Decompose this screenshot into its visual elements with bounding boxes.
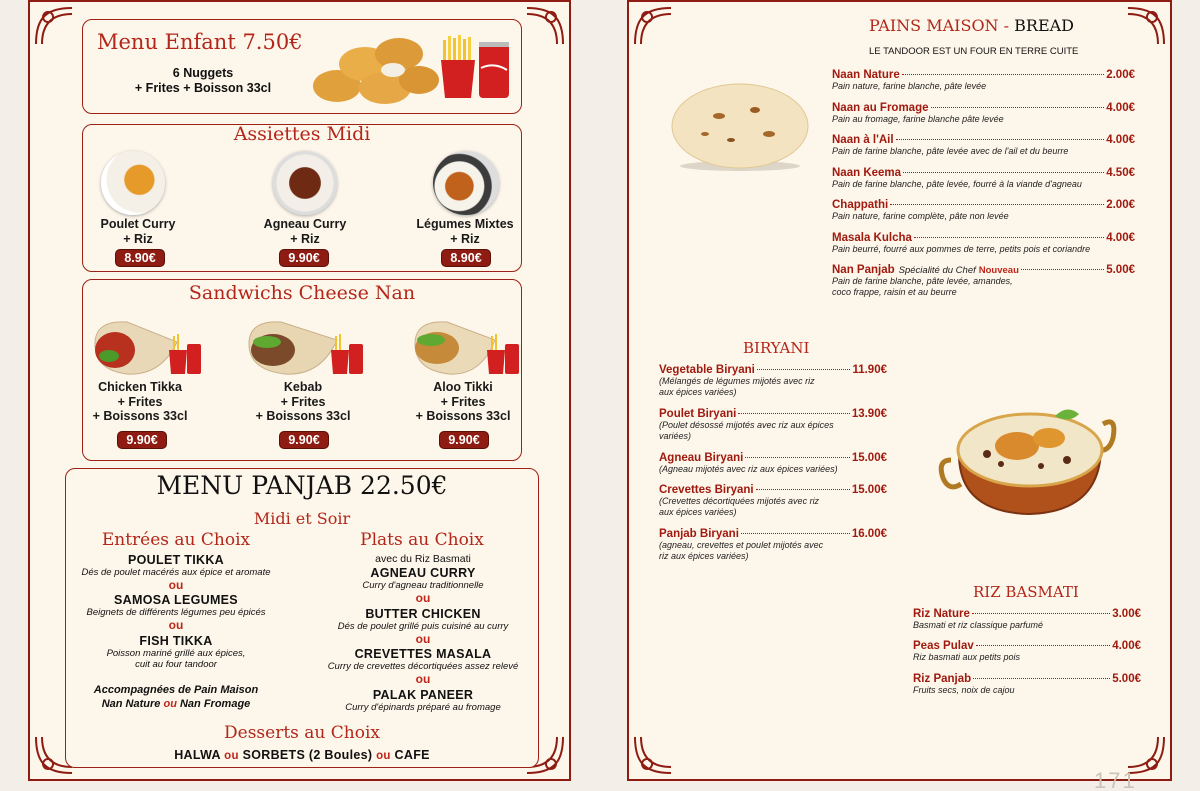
poulet-curry-image (101, 151, 165, 215)
rice-price: 5.00€ (1112, 673, 1141, 685)
assiette-sub: + Riz (450, 231, 480, 246)
dessert-item: SORBETS (2 Boules) (242, 748, 373, 762)
sandwich-price-badge: 9.90€ (279, 431, 329, 449)
chef-special-note: Spécialité du Chef (898, 265, 976, 276)
assiette-price-badge: 8.90€ (441, 249, 491, 267)
plat-desc: Curry d'agneau traditionnelle (362, 580, 484, 591)
sandwich-line2: + Frites (117, 394, 163, 409)
naan-bread-image (669, 80, 811, 172)
bread-name: Naan Nature (832, 69, 900, 81)
entree-item (66, 593, 286, 632)
nuggets-image (307, 26, 443, 110)
plat-desc: Curry de crevettes décortiquées assez relevé (327, 661, 519, 672)
bread-item (832, 264, 1135, 297)
entree-name: FISH TIKKA (139, 634, 213, 648)
assiette-name: Agneau Curry (263, 217, 347, 231)
bread-price: 5.00€ (1106, 264, 1135, 276)
entree-name: POULET TIKKA (128, 553, 224, 567)
entree-desc-2: cuit au four tandoor (135, 659, 217, 670)
bread-name: Nan Panjab (832, 264, 895, 276)
biryani-desc: (Mélangés de légumes mijotés avec riz (659, 376, 815, 386)
biryani-price: 11.90€ (852, 364, 887, 376)
bread-price: 4.50€ (1106, 167, 1135, 179)
sandwich-name: Chicken Tikka (98, 380, 182, 394)
biryani-name: Poulet Biryani (659, 408, 737, 420)
accompagnement-line1: Accompagnées de Pain Maison (93, 684, 259, 696)
bread-item (832, 69, 1135, 92)
bread-name: Chappathi (832, 199, 889, 211)
biryani-price: 16.00€ (851, 528, 887, 540)
nan-nature-option: Nan Nature (101, 698, 161, 710)
nouveau-badge: Nouveau (978, 265, 1019, 276)
sandwichs-title: Sandwichs Cheese Nan (188, 282, 416, 304)
ou-separator: ou (415, 591, 431, 605)
biryani-desc: (Agneau mijotés avec riz aux épices variées) (659, 464, 838, 474)
entree-desc: Dés de poulet macérés aux épice et aromate (81, 567, 271, 578)
accompagnement (66, 683, 286, 711)
entree-desc: Beignets de différents légumes peu épicés (86, 607, 266, 618)
assiette-name: Poulet Curry (100, 217, 176, 231)
aloo-tikki-wrap-image (411, 316, 521, 378)
desserts-title: Desserts au Choix (224, 723, 380, 743)
ou-separator: ou (168, 618, 184, 632)
bread-item (832, 199, 1135, 222)
sandwich-name: Kebab (283, 380, 323, 394)
bread-item (832, 134, 1135, 157)
menu-panjab-box (65, 468, 539, 768)
biryani-desc: (Poulet désossé mijotés avec riz aux épices (659, 420, 834, 430)
entrees-title: Entrées au Choix (101, 530, 251, 550)
menu-panjab-subtitle: Midi et Soir (253, 509, 351, 528)
rice-desc: Riz basmati aux petits pois (913, 652, 1021, 662)
kids-menu-box (82, 19, 522, 114)
rice-price: 4.00€ (1112, 640, 1141, 652)
bread-desc: Pain beurré, fourré aux pommes de terre, petits pois et coriandre (832, 244, 1091, 254)
corner-ornament-icon (32, 4, 76, 48)
biryani-name: Panjab Biryani (659, 528, 739, 540)
biryani-price: 15.00€ (851, 484, 887, 496)
ou-separator: ou (376, 750, 391, 762)
bread-desc: Pain au fromage, farine blanche pâte levée (832, 114, 1004, 124)
plats-title: Plats au Choix (360, 530, 484, 550)
plat-name: BUTTER CHICKEN (365, 607, 481, 621)
corner-ornament-icon (523, 4, 567, 48)
corner-ornament-icon (1124, 4, 1168, 48)
bread-desc: Pain de farine blanche, pâte levée, fourré à la viande d'agneau (832, 179, 1082, 189)
biryani-desc-2: riz aux épices variées) (659, 550, 749, 561)
biryani-bowl-image (937, 394, 1117, 524)
ou-separator: ou (163, 698, 177, 710)
assiette-name: Légumes Mixtes (416, 217, 514, 231)
legumes-mixtes-image (433, 151, 499, 215)
sandwich-line2: + Frites (440, 394, 486, 409)
sandwich-line3: + Boissons 33cl (255, 409, 351, 423)
bread-price: 4.00€ (1106, 232, 1135, 244)
assiette-sub: + Riz (123, 231, 153, 246)
kids-menu-title: Menu Enfant 7.50€ (97, 30, 303, 54)
rice-name: Riz Nature (913, 608, 970, 620)
sandwich-price-badge: 9.90€ (439, 431, 489, 449)
page-number: 171 (1094, 771, 1137, 791)
biryani-desc-2: variées) (659, 430, 692, 441)
biryani-price: 15.00€ (851, 452, 887, 464)
bread-item (832, 167, 1135, 190)
kebab-wrap-image (245, 316, 365, 378)
biryani-name: Vegetable Biryani (659, 364, 755, 376)
rice-item (913, 673, 1141, 696)
bread-price: 4.00€ (1106, 134, 1135, 146)
biryani-desc: (agneau, crevettes et poulet mijotés avec (659, 540, 824, 550)
plat-item (310, 566, 536, 605)
biryani-desc-2: aux épices variées) (659, 506, 737, 517)
kids-menu-line2: + Frites + Boisson 33cl (134, 81, 272, 95)
bread-desc: Pain de farine blanche, pâte levée avec de l'ail et du beurre (832, 146, 1069, 156)
entree-item (66, 553, 286, 592)
dessert-item: HALWA (174, 748, 221, 762)
biryani-item (659, 528, 887, 561)
assiettes-midi-title: Assiettes Midi (233, 123, 371, 145)
plat-name: PALAK PANEER (372, 688, 474, 702)
ou-separator: ou (415, 632, 431, 646)
kids-menu-line1: 6 Nuggets (172, 66, 234, 80)
bread-item (832, 102, 1135, 125)
entree-desc: Poisson mariné grillé aux épices, (106, 648, 246, 659)
rice-name: Peas Pulav (913, 640, 974, 652)
bread-price: 2.00€ (1106, 199, 1135, 211)
biryani-name: Crevettes Biryani (659, 484, 754, 496)
bread-desc: Pain de farine blanche, pâte levée, amandes, (832, 276, 1013, 286)
ou-separator: ou (168, 578, 184, 592)
bread-price: 4.00€ (1106, 102, 1135, 114)
pains-title-b: BREAD (1014, 16, 1075, 35)
sandwich-line2: + Frites (280, 394, 326, 409)
plat-name: AGNEAU CURRY (370, 566, 476, 580)
dessert-item: CAFE (394, 748, 430, 762)
rice-item (913, 608, 1141, 631)
biryani-title: BIRYANI (743, 339, 810, 357)
bread-name: Naan à l'Ail (832, 134, 894, 146)
bread-desc: Pain nature, farine blanche, pâte levée (832, 81, 987, 91)
biryani-item (659, 452, 887, 475)
sandwich-line3: + Boissons 33cl (92, 409, 188, 423)
plat-name: CREVETTES MASALA (354, 647, 492, 661)
bread-item (832, 232, 1135, 255)
riz-title: RIZ BASMATI (973, 583, 1079, 601)
plat-desc: Curry d'épinards préparé au fromage (345, 702, 501, 713)
corner-ornament-icon (631, 4, 675, 48)
bread-desc-2: coco frappe, raisin et au beurre (832, 286, 957, 297)
bread-desc: Pain nature, farine complète, pâte non levée (832, 211, 1009, 221)
bread-price: 2.00€ (1106, 69, 1135, 81)
assiettes-midi-box (82, 124, 522, 272)
biryani-price: 13.90€ (851, 408, 887, 420)
plat-desc: Dés de poulet grillé puis cuisiné au curry (337, 621, 509, 632)
pains-title-a: PAINS MAISON - (869, 16, 1015, 35)
nan-fromage-option: Nan Fromage (179, 698, 251, 710)
bread-name: Naan Keema (832, 167, 902, 179)
rice-name: Riz Panjab (913, 673, 972, 685)
biryani-desc: (Crevettes décortiquées mijotés avec riz (659, 496, 820, 506)
sandwich-price-badge: 9.90€ (117, 431, 167, 449)
plat-item (310, 607, 536, 646)
fries-and-cola-image (437, 34, 513, 100)
entree-name: SAMOSA LEGUMES (114, 593, 238, 607)
desserts-line (66, 748, 538, 762)
agneau-curry-image (273, 151, 337, 215)
bread-name: Masala Kulcha (832, 232, 912, 244)
sandwich-line3: + Boissons 33cl (415, 409, 511, 423)
plat-item (310, 688, 536, 713)
biryani-item (659, 484, 887, 517)
biryani-item (659, 364, 887, 397)
right-menu-page (627, 0, 1172, 781)
biryani-item (659, 408, 887, 441)
chicken-tikka-wrap-image (91, 316, 203, 378)
rice-desc: Fruits secs, noix de cajou (913, 685, 1015, 695)
biryani-name: Agneau Biryani (659, 452, 744, 464)
rice-item (913, 640, 1141, 663)
tandoor-note: LE TANDOOR EST UN FOUR EN TERRE CUITE (869, 46, 1079, 57)
bread-name: Naan au Fromage (832, 102, 929, 114)
sandwichs-box (82, 279, 522, 461)
rice-desc: Basmati et riz classique parfumé (913, 620, 1044, 630)
ou-separator: ou (415, 672, 431, 686)
corner-ornament-icon (631, 733, 675, 777)
assiette-price-badge: 9.90€ (279, 249, 329, 267)
assiette-sub: + Riz (290, 231, 320, 246)
sandwich-name: Aloo Tikki (433, 380, 493, 394)
ou-separator: ou (224, 750, 239, 762)
plats-sub: avec du Riz Basmati (375, 553, 471, 565)
plat-item (310, 647, 536, 686)
rice-price: 3.00€ (1112, 608, 1141, 620)
pains-title (869, 16, 1074, 35)
assiette-price-badge: 8.90€ (115, 249, 165, 267)
biryani-desc-2: aux épices variées) (659, 386, 737, 397)
entree-item (66, 634, 286, 670)
menu-panjab-title: MENU PANJAB 22.50€ (156, 471, 448, 500)
left-menu-page (28, 0, 571, 781)
